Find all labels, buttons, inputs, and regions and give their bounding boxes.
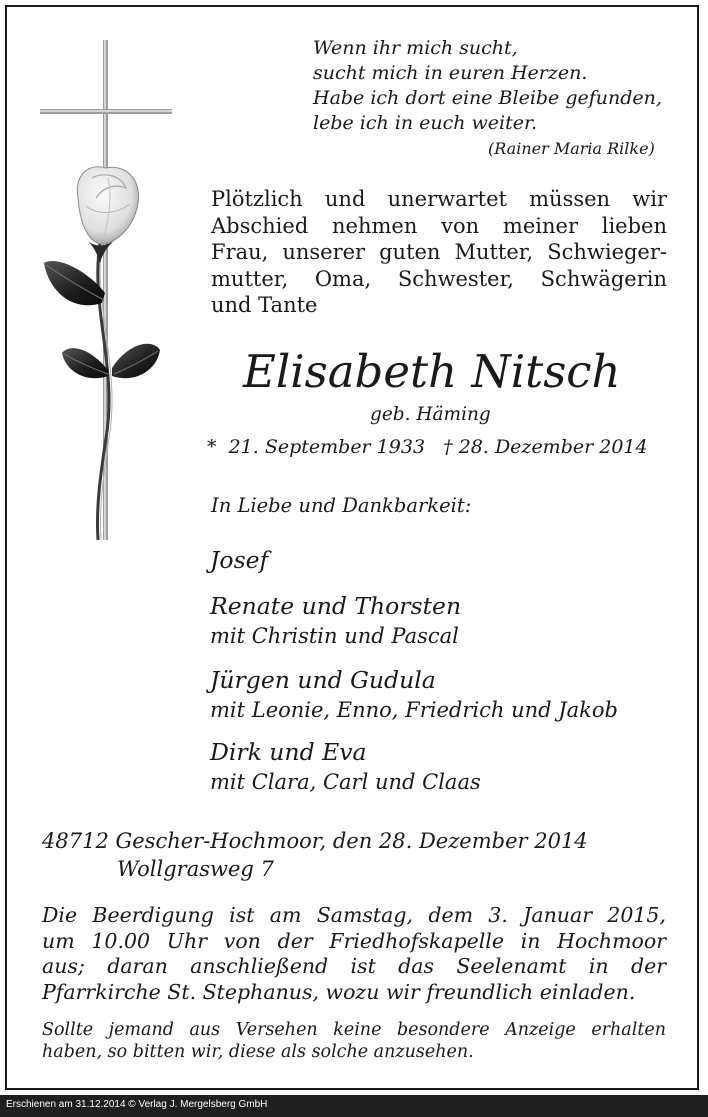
intro-line: Frau, unserer guten Mutter, Schwieger- [211,240,667,264]
mourners-heading: In Liebe und Dankbarkeit: [211,494,472,517]
rose-icon [44,167,160,540]
note-line: Sollte jemand aus Versehen keine besondere Anzeige erhalten [42,1020,666,1040]
life-dates: * 21. September 1933 † 28. Dezember 2014 [207,436,648,458]
mourner-children: mit Christin und Pascal [210,624,459,648]
poem-author: (Rainer Maria Rilke) [488,139,655,158]
burial-info [42,903,666,1005]
mourner-children: mit Leonie, Enno, Friedrich und Jakob [210,698,618,722]
mourner-name: Renate und Thorsten [210,592,462,620]
notice-note [42,1019,666,1063]
mourner-name: Josef [210,546,269,574]
born-name: geb. Häming [370,404,491,425]
burial-line: Die Beerdigung ist am Samstag, dem 3. Januar 2015, [42,903,666,927]
poem-line: sucht mich in euren Herzen. [313,62,588,84]
burial-line: Pfarrkirche St. Stephanus, wozu wir freundlich einladen. [42,979,636,1004]
intro-text [211,186,667,319]
intro-line: Abschied nehmen von meiner lieben [211,213,667,238]
poem-line: lebe ich in euch weiter. [313,112,538,134]
cross-and-rose-illustration [30,38,180,548]
burial-line: um 10.00 Uhr von der Friedhofskapelle in Hochmoor [42,928,666,953]
street-address: Wollgrasweg 7 [117,857,274,881]
place-and-date: 48712 Gescher-Hochmoor, den 28. Dezember 2014 [42,829,588,853]
poem-line: Wenn ihr mich sucht, [313,37,518,59]
poem [313,36,662,136]
mourner-children: mit Clara, Carl und Claas [210,770,481,794]
intro-line: und Tante [211,293,318,317]
footer-text: Erschienen am 31.12.2014 © Verlag J. Mergelsberg GmbH [6,1099,268,1110]
burial-line: aus; daran anschließend ist das Seelenamt in der [42,954,666,978]
intro-line: Plötzlich und unerwartet müssen wir [211,187,667,211]
mourner-name: Jürgen und Gudula [210,666,436,694]
publication-footer [0,1095,708,1117]
intro-line: mutter, Oma, Schwester, Schwägerin [211,266,667,291]
mourner-name: Dirk und Eva [210,738,367,766]
poem-line: Habe ich dort eine Bleibe gefunden, [313,87,662,109]
deceased-name: Elisabeth Nitsch [243,345,621,398]
note-line: haben, so bitten wir, diese als solche anzusehen. [42,1042,474,1062]
